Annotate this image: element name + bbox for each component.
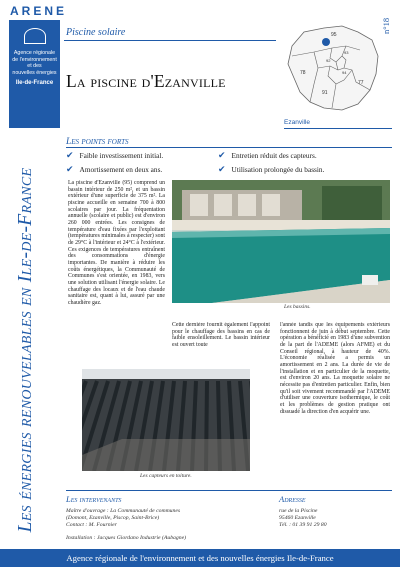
point-item: ✔ Entretien réduit des capteurs. xyxy=(218,150,317,160)
intervenants-heading: Les intervenants xyxy=(66,494,122,504)
brand-tagline-3: et des xyxy=(27,63,42,70)
adresse-line-1: rue de la Piscine xyxy=(279,508,318,514)
brand-name: ARENE xyxy=(10,4,68,18)
region-map xyxy=(284,22,382,114)
footer-banner: Agence régionale de l'environnement et des nouvelles énergies Ile-de-France xyxy=(0,549,400,567)
header-rule xyxy=(64,40,276,41)
intervenants-line-4: Installation : Jacques Giordano Industrie (Aubagne) xyxy=(66,535,186,541)
body-col-1: La piscine d'Ezanville (95) comprend un bassin intérieur de 250 m², et un bassin extérieur d'une superficie de 375 m². La piscine accueille en semaine 700 à 800 scolaires par jour. La fréquentation annuelle (scolaire et public) est d'environ 260 000 entrées. Les consignes de température d'eau fixées par l'exploitant (températures minimales à respecter) sont de 29°C à l'intérieur et 24°C à l'extérieur. Ces exigences de températures entraînent des consommations d'énergie importantes. De manière à réduire les coûts énergétiques, la Communauté de Communes s'est orientée, en 1983, vers une solution utilisant l'énergie solaire. Le chauffage des locaux et de l'eau chaude sanitaire est, quant à lui, assuré par une chaudière gaz. xyxy=(68,180,165,306)
adresse-line-2: 95460 Ezanville xyxy=(279,515,316,521)
adresse-heading: Adresse xyxy=(279,494,306,504)
vertical-banner-text: Les énergies renouvelables en Ile-de-France xyxy=(15,167,36,533)
point-item: ✔ Amortissement en deux ans. xyxy=(66,164,163,174)
check-icon: ✔ xyxy=(218,150,226,160)
city-label: Ezanville xyxy=(284,119,311,126)
map-location-marker xyxy=(322,38,330,46)
point-item: ✔ Utilisation prolongée du bassin. xyxy=(218,164,325,174)
bottom-rule xyxy=(66,490,392,491)
map-outline xyxy=(288,26,378,110)
brand-tagline-4: nouvelles énergies xyxy=(12,69,57,76)
map-label-95: 95 xyxy=(331,32,337,38)
map-label-78: 78 xyxy=(300,70,306,76)
arene-logo-icon xyxy=(24,28,46,44)
photo-pools xyxy=(172,180,390,303)
map-label-77: 77 xyxy=(358,80,364,86)
map-label-93: 93 xyxy=(344,50,349,55)
adresse-line-3: Tél. : 01 39 91 29 80 xyxy=(279,522,327,528)
points-forts-heading: Les points forts xyxy=(66,137,129,147)
map-label-92: 92 xyxy=(326,58,331,63)
intervenants-line-1: Maître d'ouvrage : La Communauté de communes xyxy=(66,508,181,514)
brand-tagline-1: Agence régionale xyxy=(13,50,56,56)
map-label-94: 94 xyxy=(342,70,347,75)
brand-region: Ile-de-France xyxy=(15,80,54,87)
brand-tagline-2: de l'environnement xyxy=(12,56,57,63)
points-forts-rule xyxy=(66,147,392,148)
check-icon: ✔ xyxy=(218,164,226,174)
city-rule xyxy=(284,128,392,129)
point-item: ✔ Faible investissement initial. xyxy=(66,150,164,160)
theme-label: Piscine solaire xyxy=(66,27,126,38)
body-col-3: l'année tandis que les équipements extérieurs fonctionnent de juin à début septembre. Cette opération a bénéficié en 1983 d'une subvention de la part de l'ADEME (alors AFME) et du Conseil régional, à hauteur de 40%. L'économie réalisée a permis un amortissement en 2 ans. La durée de vie de l'installation et en particulier de la moquette, est d'environ 20 ans. La moquette solaire ne nécessite pas d'entretien particulier. Enfin, bien qu'il soit vivement recommandé par l'ADEME d'utiliser une couverture isothermique, le coût et les problèmes de gestion pratique ont dissuadé la direction d'en acquérir une. xyxy=(280,322,390,415)
brand-box xyxy=(9,20,60,128)
body-col-2: Cette dernière fournit également l'appoint pour le chauffage des bassins en cas de faible ensoleillement. Le bassin intérieur est ouvert toute xyxy=(172,322,270,348)
sheet-number: n°18 xyxy=(381,17,391,34)
page-title: La piscine d'Ezanville xyxy=(66,71,226,91)
photo-pools-caption: Les bassins. xyxy=(284,304,311,310)
intervenants-line-3: Contact : M. Fournier xyxy=(66,522,117,528)
check-icon: ✔ xyxy=(66,164,74,174)
vertical-banner xyxy=(2,136,50,564)
intervenants-line-2: (Domont, Ezanville, Piscop, Saint-Brice) xyxy=(66,515,160,521)
check-icon: ✔ xyxy=(66,150,74,160)
map-label-91: 91 xyxy=(322,90,328,96)
photo-collectors xyxy=(82,369,250,471)
photo-collectors-caption: Les capteurs en toiture. xyxy=(140,473,192,479)
